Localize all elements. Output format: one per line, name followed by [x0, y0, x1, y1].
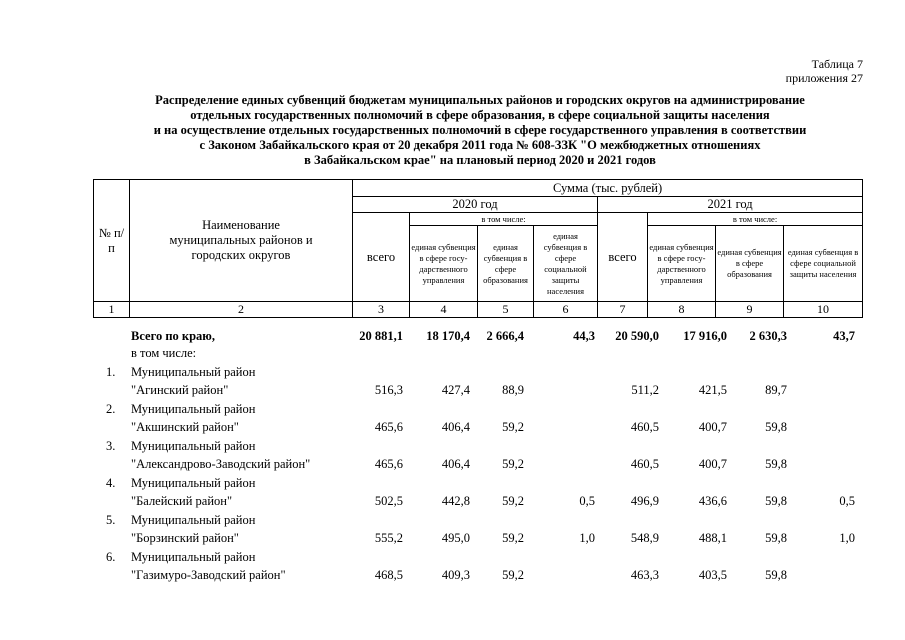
value-cell: 59,8 [765, 457, 787, 471]
header-number: № п/п [94, 180, 130, 302]
table-row [93, 456, 862, 472]
value-cell: 20 590,0 [615, 329, 659, 343]
column-number: 5 [478, 302, 534, 318]
value-cell: 409,3 [441, 568, 470, 582]
table-row [93, 419, 862, 435]
title-line: и на осуществление отдельных государственных полномочий в сфере государственного управления в соответствии [153, 123, 807, 137]
value-cell: 1,0 [579, 531, 595, 545]
value-cell: 59,2 [502, 568, 524, 582]
table-row [93, 328, 862, 344]
column-number: 4 [410, 302, 478, 318]
value-cell: 548,9 [630, 531, 659, 545]
district-type: Муниципальный район [131, 365, 256, 379]
value-cell: 17 916,0 [683, 329, 727, 343]
table-row [93, 567, 862, 583]
header-name: Наименование муниципальных районов и городских округов [130, 180, 353, 302]
value-cell: 43,7 [833, 329, 855, 343]
district-name: "Акшинский район" [131, 420, 239, 434]
value-cell: 465,6 [374, 420, 403, 434]
header-year-2021: 2021 год [598, 197, 863, 213]
including-label: в том числе: [131, 346, 197, 360]
header-gov-2020: единая субвенция в сфере госу-дарственного управления [410, 226, 478, 302]
value-cell: 59,8 [765, 420, 787, 434]
column-number: 3 [353, 302, 410, 318]
value-cell: 0,5 [839, 494, 855, 508]
table-row [93, 382, 862, 398]
header-year-2020: 2020 год [353, 197, 598, 213]
district-name: "Балейский район" [131, 494, 233, 508]
value-cell: 59,2 [502, 531, 524, 545]
column-number: 1 [94, 302, 130, 318]
value-cell: 502,5 [374, 494, 403, 508]
header-soc-2021: единая субвенция в сфере социальной защиты населения [784, 226, 863, 302]
table-row [93, 512, 862, 528]
column-number: 7 [598, 302, 648, 318]
row-number: 4. [106, 476, 116, 490]
value-cell: 59,2 [502, 494, 524, 508]
value-cell: 516,3 [374, 383, 403, 397]
value-cell: 421,5 [698, 383, 727, 397]
header-gov-2021: единая субвенция в сфере госу-дарственного управления [648, 226, 716, 302]
column-number: 6 [534, 302, 598, 318]
value-cell: 468,5 [374, 568, 403, 582]
row-number: 2. [106, 402, 116, 416]
header-edu-2021: единая субвенция в сфере образования [716, 226, 784, 302]
row-number: 1. [106, 365, 116, 379]
header-total-2021: всего [598, 213, 648, 302]
district-type: Муниципальный район [131, 513, 256, 527]
table-row [93, 364, 862, 380]
table-row [93, 438, 862, 454]
title-line: в Забайкальском крае" на плановый период 2020 и 2021 годов [304, 153, 656, 167]
value-cell: 427,4 [441, 383, 470, 397]
value-cell: 496,9 [630, 494, 659, 508]
value-cell: 59,8 [765, 494, 787, 508]
title-line: отдельных государственных полномочий в сфере образования, в сфере социальной защиты населения [190, 108, 770, 122]
table-row [93, 493, 862, 509]
column-number: 2 [130, 302, 353, 318]
value-cell: 2 630,3 [749, 329, 787, 343]
value-cell: 20 881,1 [359, 329, 403, 343]
value-cell: 406,4 [441, 457, 470, 471]
appendix-reference: приложения 27 [785, 71, 863, 85]
value-cell: 88,9 [502, 383, 524, 397]
district-name: "Агинский район" [131, 383, 229, 397]
table-header [93, 179, 863, 318]
value-cell: 2 666,4 [486, 329, 524, 343]
value-cell: 488,1 [698, 531, 727, 545]
column-number: 9 [716, 302, 784, 318]
value-cell: 460,5 [630, 457, 659, 471]
header-incl-2020: в том числе: [410, 213, 598, 226]
value-cell: 460,5 [630, 420, 659, 434]
value-cell: 403,5 [698, 568, 727, 582]
table-row [93, 530, 862, 546]
value-cell: 44,3 [573, 329, 595, 343]
value-cell: 59,2 [502, 420, 524, 434]
value-cell: 442,8 [441, 494, 470, 508]
district-type: Муниципальный район [131, 550, 256, 564]
row-number: 3. [106, 439, 116, 453]
title-line: с Законом Забайкальского края от 20 декабря 2011 года № 608-ЗЗК "О межбюджетных отношениях [199, 138, 761, 152]
header-incl-2021: в том числе: [648, 213, 863, 226]
value-cell: 89,7 [765, 383, 787, 397]
title-line: Распределение единых субвенций бюджетам муниципальных районов и городских округов на администрирование [155, 93, 805, 107]
district-type: Муниципальный район [131, 402, 256, 416]
table-number: Таблица 7 [811, 57, 863, 71]
row-number: 5. [106, 513, 116, 527]
total-label: Всего по краю, [131, 329, 215, 343]
row-number: 6. [106, 550, 116, 564]
document-title [70, 93, 890, 168]
table-row [93, 345, 862, 361]
district-name: "Александрово-Заводский район" [131, 457, 311, 471]
value-cell: 18 170,4 [426, 329, 470, 343]
value-cell: 59,2 [502, 457, 524, 471]
header-soc-2020: единая субвенция в сфере социальной защиты населения [534, 226, 598, 302]
value-cell: 400,7 [698, 420, 727, 434]
district-name: "Газимуро-Заводский район" [131, 568, 286, 582]
district-type: Муниципальный район [131, 439, 256, 453]
district-type: Муниципальный район [131, 476, 256, 490]
value-cell: 495,0 [441, 531, 470, 545]
value-cell: 59,8 [765, 531, 787, 545]
value-cell: 463,3 [630, 568, 659, 582]
table-row [93, 549, 862, 565]
column-number: 10 [784, 302, 863, 318]
header-total-2020: всего [353, 213, 410, 302]
value-cell: 555,2 [374, 531, 403, 545]
value-cell: 1,0 [839, 531, 855, 545]
value-cell: 59,8 [765, 568, 787, 582]
value-cell: 406,4 [441, 420, 470, 434]
value-cell: 0,5 [579, 494, 595, 508]
table-row [93, 401, 862, 417]
value-cell: 436,6 [698, 494, 727, 508]
table-row [93, 475, 862, 491]
column-number: 8 [648, 302, 716, 318]
district-name: "Борзинский район" [131, 531, 239, 545]
value-cell: 465,6 [374, 457, 403, 471]
header-edu-2020: единая субвенция в сфере образования [478, 226, 534, 302]
value-cell: 511,2 [631, 383, 659, 397]
header-sum: Сумма (тыс. рублей) [353, 180, 863, 197]
value-cell: 400,7 [698, 457, 727, 471]
